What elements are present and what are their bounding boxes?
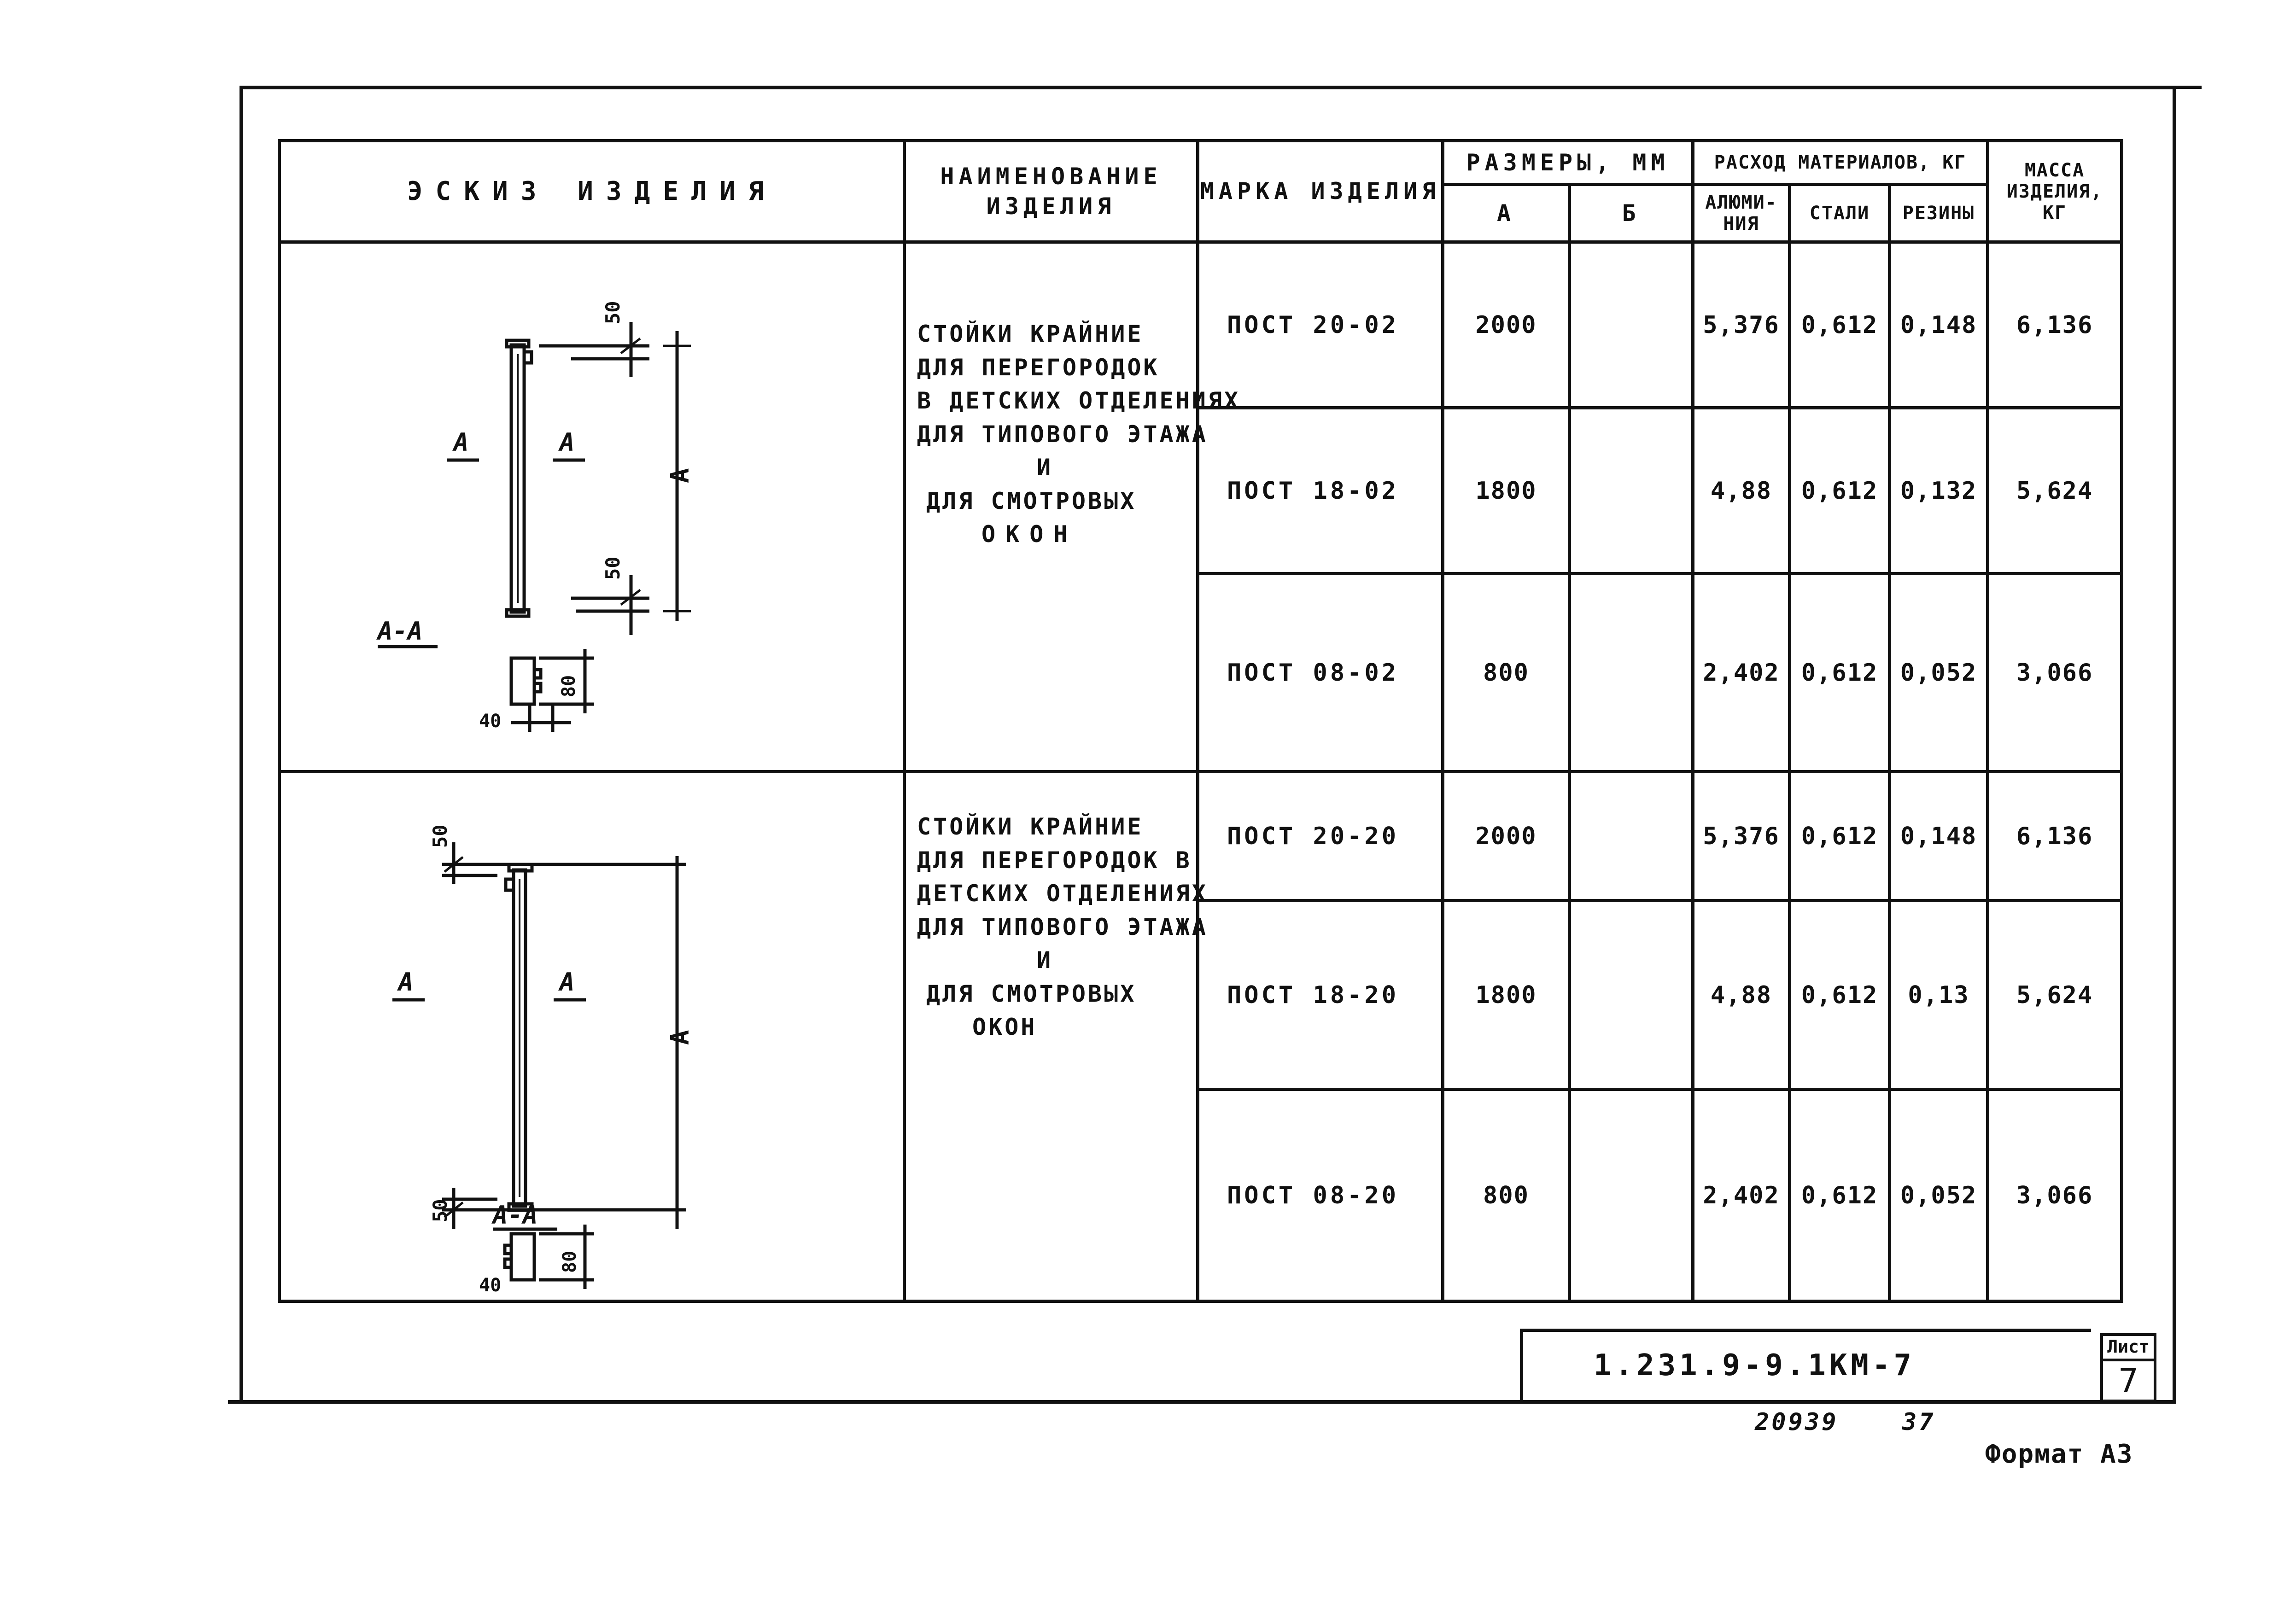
specification-table <box>278 139 2123 1303</box>
size-b-cell <box>1570 772 1693 901</box>
size-a-cell: 1800 <box>1443 408 1570 574</box>
aluminium-cell: 2,402 <box>1693 1090 1790 1301</box>
inventory-number: 20939 <box>1755 1408 1839 1436</box>
mark-cell: ПОСТ 08-20 <box>1198 1090 1443 1301</box>
name-line: ДЛЯ СМОТРОВЫХ <box>926 487 1137 514</box>
product-name-2 <box>905 772 1208 1301</box>
mass-cell: 6,136 <box>1988 772 2122 901</box>
name-line: ОКОН <box>972 1014 1037 1040</box>
section-left-label: а <box>454 428 469 457</box>
name-line: СТОЙКИ КРАЙНИЕ <box>917 321 1144 347</box>
dim-width-label: 40 <box>479 711 502 732</box>
size-a-cell: 1800 <box>1443 901 1570 1090</box>
mark-cell: ПОСТ 20-02 <box>1198 242 1443 408</box>
mass-cell: 5,624 <box>1988 901 2122 1090</box>
rubber-cell: 0,052 <box>1890 574 1988 772</box>
dim-width-label: 40 <box>479 1275 502 1294</box>
dim-height-label: 80 <box>558 675 579 697</box>
header-mass: МАССА ИЗДЕЛИЯ, КГ <box>1988 141 2122 242</box>
header-name: НАИМЕНОВАНИЕ ИЗДЕЛИЯ <box>905 141 1198 242</box>
name-line: ДЕТСКИХ ОТДЕЛЕНИЯХ <box>917 880 1208 907</box>
size-b-cell <box>1570 574 1693 772</box>
dim-a-label: А <box>666 468 695 483</box>
dim-top-label: 50 <box>602 301 624 324</box>
steel-cell: 0,612 <box>1790 1090 1890 1301</box>
size-a-cell: 2000 <box>1443 242 1570 408</box>
product-name-1 <box>905 242 1241 772</box>
post-sketch-2 <box>281 773 903 1294</box>
mark-cell: ПОСТ 08-02 <box>1198 574 1443 772</box>
sketch-cell-1 <box>280 242 905 772</box>
header-sketch: ЭСКИЗ ИЗДЕЛИЯ <box>280 141 905 242</box>
header-rubber: РЕЗИНЫ <box>1890 185 1988 242</box>
size-a-cell: 800 <box>1443 1090 1570 1301</box>
section-left-label: а <box>398 968 414 997</box>
header-sizes: РАЗМЕРЫ, ММ <box>1443 141 1693 185</box>
name-line: ДЛЯ ПЕРЕГОРОДОК <box>917 354 1160 381</box>
size-b-cell <box>1570 1090 1693 1301</box>
mark-cell: ПОСТ 18-20 <box>1198 901 1443 1090</box>
name-line: ДЛЯ ТИПОВОГО ЭТАЖА <box>917 913 1208 940</box>
dim-bottom-label: 50 <box>429 1199 451 1222</box>
rubber-cell: 0,052 <box>1890 1090 1988 1301</box>
rubber-cell: 0,132 <box>1890 408 1988 574</box>
frame-top-extension <box>2165 86 2202 89</box>
section-title: а-а <box>493 1201 538 1230</box>
aluminium-cell: 5,376 <box>1693 772 1790 901</box>
steel-cell: 0,612 <box>1790 408 1890 574</box>
size-b-cell <box>1570 901 1693 1090</box>
name-line: СТОЙКИ КРАЙНИЕ <box>917 813 1144 840</box>
inventory-suffix: 37 <box>1902 1408 1936 1436</box>
rubber-cell: 0,13 <box>1890 901 1988 1090</box>
aluminium-cell: 2,402 <box>1693 574 1790 772</box>
aluminium-cell: 5,376 <box>1693 242 1790 408</box>
header-materials: РАСХОД МАТЕРИАЛОВ, КГ <box>1693 141 1988 185</box>
table-row <box>280 772 2122 901</box>
dim-top-label: 50 <box>429 824 451 848</box>
sheet-label: Лист <box>2102 1335 2155 1361</box>
mass-cell: 3,066 <box>1988 574 2122 772</box>
aluminium-cell: 4,88 <box>1693 901 1790 1090</box>
mass-cell: 5,624 <box>1988 408 2122 574</box>
name-line: ОКОН <box>981 521 1078 548</box>
mark-cell: ПОСТ 18-02 <box>1198 408 1443 574</box>
steel-cell: 0,612 <box>1790 772 1890 901</box>
dim-height-label: 80 <box>559 1250 580 1273</box>
section-right-label: а <box>560 428 575 457</box>
rubber-cell: 0,148 <box>1890 242 1988 408</box>
sheet-number: 7 <box>2118 1362 2139 1400</box>
name-line: ДЛЯ ТИПОВОГО ЭТАЖА <box>917 420 1208 448</box>
section-title: а-а <box>378 617 423 646</box>
section-right-label: а <box>560 968 575 997</box>
steel-cell: 0,612 <box>1790 242 1890 408</box>
header-row-1 <box>280 141 2122 185</box>
header-steel: СТАЛИ <box>1790 185 1890 242</box>
mark-cell: ПОСТ 20-20 <box>1198 772 1443 901</box>
post-sketch-1 <box>281 244 903 773</box>
aluminium-cell: 4,88 <box>1693 408 1790 574</box>
name-line: И <box>1037 947 1053 974</box>
header-size-a: А <box>1443 185 1570 242</box>
steel-cell: 0,612 <box>1790 574 1890 772</box>
size-b-cell <box>1570 408 1693 574</box>
rubber-cell: 0,148 <box>1890 772 1988 901</box>
document-code: 1.231.9-9.1КМ-7 <box>1594 1348 1915 1383</box>
name-line: И <box>1037 454 1053 481</box>
size-a-cell: 800 <box>1443 574 1570 772</box>
sketch-cell-2 <box>280 772 905 1301</box>
table-row <box>280 242 2122 408</box>
header-aluminium: АЛЮМИ-НИЯ <box>1693 185 1790 242</box>
header-mark: МАРКА ИЗДЕЛИЯ <box>1198 141 1443 242</box>
steel-cell: 0,612 <box>1790 901 1890 1090</box>
name-line: ДЛЯ ПЕРЕГОРОДОК В <box>917 846 1192 874</box>
dim-bottom-label: 50 <box>602 556 624 580</box>
dim-a-label: А <box>666 1030 695 1045</box>
mass-cell: 3,066 <box>1988 1090 2122 1301</box>
size-a-cell: 2000 <box>1443 772 1570 901</box>
name-line: ДЛЯ СМОТРОВЫХ <box>926 980 1137 1007</box>
header-size-b: Б <box>1570 185 1693 242</box>
name-line: В ДЕТСКИХ ОТДЕЛЕНИЯХ <box>917 387 1241 414</box>
mass-cell: 6,136 <box>1988 242 2122 408</box>
format-label: Формат А3 <box>1985 1439 2133 1469</box>
size-b-cell <box>1570 242 1693 408</box>
